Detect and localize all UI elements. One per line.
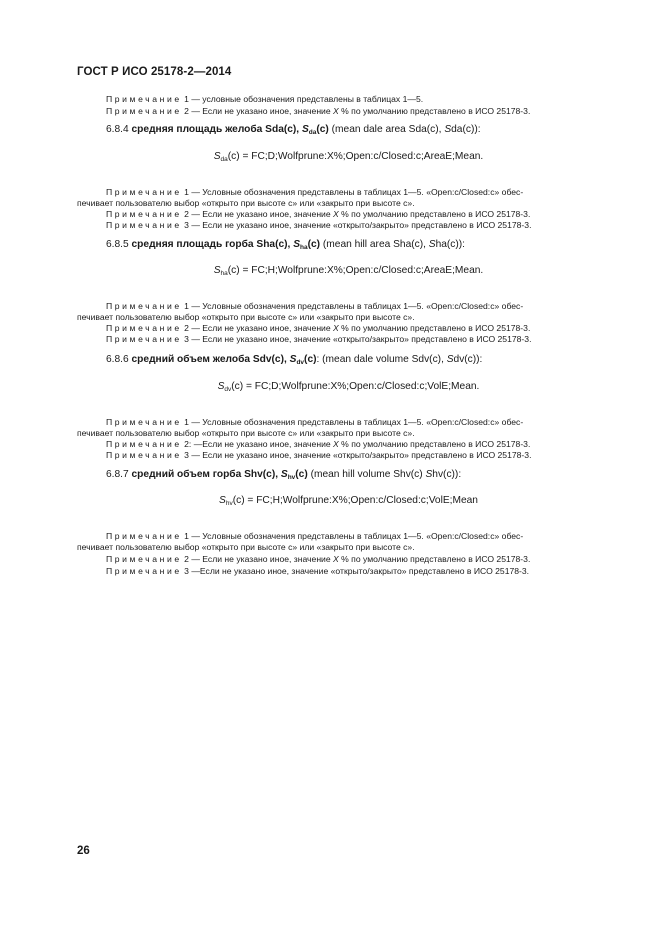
note-text: — Условные обозначения представлены в таблицах 1—5. «Open:c/Closed:c» обес- — [191, 417, 524, 427]
note-3 — [106, 566, 529, 577]
section-english-tail: ha(c)): — [435, 239, 466, 250]
note-variable: X — [333, 439, 339, 449]
note-number: 1 — [184, 531, 189, 541]
note-number: 3 — [184, 334, 189, 344]
section-number: 6.8.6 — [106, 354, 129, 365]
note-3 — [106, 220, 531, 231]
note-1-continuation: печивает пользователю выбор «открыто при высоте с» или «закрыто при высоте с». — [77, 312, 415, 322]
formula-letter: S — [213, 151, 221, 162]
symbol-subscript: da — [308, 129, 317, 136]
symbol-subscript: ha — [300, 244, 308, 251]
formula-subscript: da — [220, 156, 228, 163]
note-text: % по умолчанию представлено в ИСО 25178-3. — [338, 439, 531, 449]
note-number: 2 — [184, 106, 189, 116]
note-1 — [106, 187, 523, 198]
note-text: — Если не указано иное, значение «открыто/закрыто» представлено в ИСО 25178-3. — [191, 334, 532, 344]
symbol-letter: S — [293, 239, 301, 250]
note-label: Примечание — [106, 106, 182, 116]
section-title: средний объем горба Shv(c), — [131, 469, 281, 480]
note-1-continuation: печивает пользователю выбор «открыто при высоте с» или «закрыто при высоте с». — [77, 542, 415, 552]
section-english: : (mean dale volume Sdv(c), — [316, 354, 447, 365]
note-text: — Если не указано иное, значение — [191, 106, 334, 116]
symbol-letter: S — [444, 124, 452, 135]
note-label: Примечание — [106, 94, 182, 104]
note-label: Примечание — [106, 323, 182, 333]
symbol-letter: S — [446, 354, 454, 365]
section-english-tail: hv(c)): — [432, 469, 462, 480]
note-label: Примечание — [106, 187, 182, 197]
symbol-letter: S — [428, 239, 436, 250]
symbol-tail: (c) — [295, 469, 308, 480]
symbol-subscript: dv — [296, 359, 305, 366]
note-label: Примечание — [106, 209, 182, 219]
symbol-subscript: hv — [287, 474, 296, 481]
symbol-letter: S — [289, 354, 297, 365]
note-label: Примечание — [106, 334, 182, 344]
note-text: — Если не указано иное, значение «открыто/закрыто» представлено в ИСО 25178-3. — [191, 450, 532, 460]
formula-sdv — [0, 381, 661, 392]
formula-sha — [0, 265, 661, 276]
formula-subscript: hv — [225, 500, 233, 507]
note-text: % по умолчанию представлено в ИСО 25178-3. — [338, 209, 531, 219]
section-english: (mean hill area Sha(c), — [320, 239, 429, 250]
section-number: 6.8.7 — [106, 469, 129, 480]
intro-note-1 — [106, 94, 423, 105]
note-text: — Условные обозначения представлены в таблицах 1—5. «Open:c/Closed:c» обес- — [191, 301, 524, 311]
note-2 — [106, 554, 530, 565]
section-heading-6-8-6 — [106, 354, 482, 365]
symbol-letter: S — [425, 469, 433, 480]
section-english-tail: dv(c)): — [453, 354, 483, 365]
note-1 — [106, 301, 523, 312]
note-text: — условные обозначения представлены в таблицах 1—5. — [191, 94, 424, 104]
formula-sda — [0, 151, 661, 162]
note-2 — [106, 439, 530, 450]
formula-letter: S — [213, 265, 221, 276]
page-number: 26 — [77, 845, 90, 857]
note-label: Примечание — [106, 220, 182, 230]
note-text: % по умолчанию представлено в ИСО 25178-3. — [338, 106, 531, 116]
section-title: средняя площадь горба Sha(c), — [131, 239, 294, 250]
note-text: — Условные обозначения представлены в таблицах 1—5. «Open:c/Closed:c» обес- — [191, 187, 524, 197]
symbol-letter: S — [280, 469, 288, 480]
note-number: 2 — [184, 554, 189, 564]
note-label: Примечание — [106, 531, 182, 541]
note-1 — [106, 417, 523, 428]
note-variable: X — [333, 323, 339, 333]
formula-subscript: ha — [220, 270, 228, 277]
note-number: 1 — [184, 301, 189, 311]
note-label: Примечание — [106, 417, 182, 427]
note-3 — [106, 450, 531, 461]
note-label: Примечание — [106, 439, 182, 449]
note-1 — [106, 531, 523, 542]
note-number: 1 — [184, 187, 189, 197]
note-variable: X — [333, 106, 339, 116]
section-english: (mean hill volume Shv(c) — [307, 469, 426, 480]
formula-expression: (c) = FC;D;Wolfprune:X%;Open:c/Closed:c;VolE;Mean. — [231, 381, 480, 392]
note-3 — [106, 334, 531, 345]
symbol-tail: (c) — [304, 354, 317, 365]
symbol-tail: (c) — [307, 239, 321, 250]
note-text: — Если не указано иное, значение — [191, 323, 334, 333]
section-number: 6.8.5 — [106, 239, 129, 250]
formula-expression: (c) = FC;D;Wolfprune:X%;Open:c/Closed:c;AreaE;Mean. — [227, 151, 484, 162]
note-2 — [106, 323, 530, 334]
note-text: —Если не указано иное, значение — [193, 439, 334, 449]
formula-shv — [0, 495, 661, 506]
section-heading-6-8-7 — [106, 469, 461, 480]
section-number: 6.8.4 — [106, 124, 129, 135]
note-number: 3 — [184, 450, 189, 460]
note-1-continuation: печивает пользователю выбор «открыто при высоте с» или «закрыто при высоте с». — [77, 198, 415, 208]
note-number: 3 — [184, 220, 189, 230]
note-variable: X — [333, 209, 339, 219]
intro-note-2 — [106, 106, 530, 117]
formula-expression: (c) = FC;H;Wolfprune:X%;Open:c/Closed:c;AreaE;Mean. — [227, 265, 484, 276]
page-header: ГОСТ Р ИСО 25178-2—2014 — [77, 66, 232, 78]
note-text: % по умолчанию представлено в ИСО 25178-3. — [338, 323, 531, 333]
note-label: Примечание — [106, 554, 182, 564]
note-label: Примечание — [106, 301, 182, 311]
note-label: Примечание — [106, 566, 182, 576]
formula-subscript: dv — [224, 386, 232, 393]
note-text: % по умолчанию представлено в ИСО 25178-3. — [338, 554, 531, 564]
note-number: 2 — [184, 209, 189, 219]
note-number: 1 — [184, 94, 189, 104]
note-2 — [106, 209, 530, 220]
note-variable: X — [333, 554, 339, 564]
note-text: — Если не указано иное, значение — [191, 554, 334, 564]
formula-letter: S — [217, 381, 225, 392]
note-text: — Условные обозначения представлены в таблицах 1—5. «Open:c/Closed:c» обес- — [191, 531, 524, 541]
section-title: средний объем желоба Sdv(c), — [131, 354, 290, 365]
section-heading-6-8-4 — [106, 124, 481, 135]
section-heading-6-8-5 — [106, 239, 465, 250]
note-text: — Если не указано иное, значение «открыто/закрыто» представлено в ИСО 25178-3. — [191, 220, 532, 230]
formula-letter: S — [219, 495, 226, 506]
note-text: —Если не указано иное, значение «открыто/закрыто» представлено в ИСО 25178-3. — [191, 566, 530, 576]
section-english-tail: da(c)): — [451, 124, 481, 135]
section-title: средняя площадь желоба Sda(c), — [131, 124, 302, 135]
formula-expression: (c) = FC;H;Wolfprune:X%;Open:c/Closed:c;VolE;Mean — [232, 495, 478, 506]
symbol-letter: S — [301, 124, 309, 135]
note-1-continuation: печивает пользователю выбор «открыто при высоте с» или «закрыто при высоте с». — [77, 428, 415, 438]
note-number: 1 — [184, 417, 189, 427]
note-number: 3 — [184, 566, 189, 576]
section-english: (mean dale area Sda(c), — [328, 124, 445, 135]
note-number: 2: — [184, 439, 192, 449]
symbol-tail: (c) — [316, 124, 329, 135]
note-number: 2 — [184, 323, 189, 333]
note-text: — Если не указано иное, значение — [191, 209, 334, 219]
note-label: Примечание — [106, 450, 182, 460]
